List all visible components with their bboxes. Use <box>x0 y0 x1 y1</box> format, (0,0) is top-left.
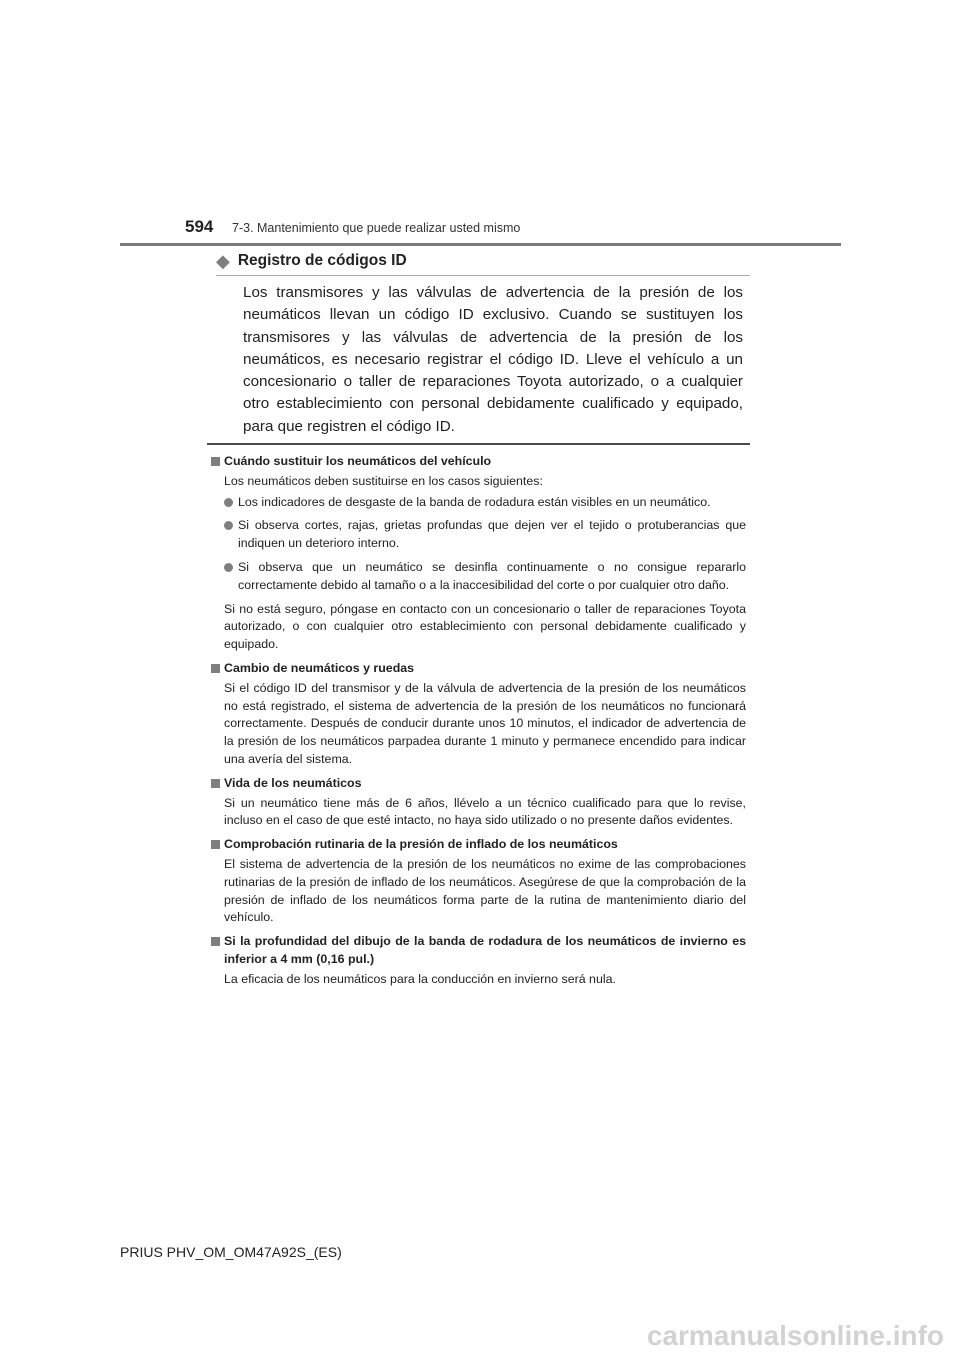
square-bullet-icon <box>211 664 220 673</box>
list-item-text: Si observa que un neumático se desinfla continuamente o no consigue repararlo correctamente debido al tamaño o a la inaccesibilidad del corte o por cualquier otro daño. <box>238 559 746 592</box>
list-item-text: Si observa cortes, rajas, grietas profundas que dejen ver el tejido o protuberancias que indiquen un deterioro interno. <box>238 518 746 551</box>
section-title-text: Registro de códigos ID <box>237 252 407 269</box>
list-item <box>224 494 746 512</box>
note-heading <box>211 836 746 854</box>
footer-document-code: PRIUS PHV_OM_OM47A92S_(ES) <box>120 1244 342 1260</box>
circle-bullet-icon <box>224 521 233 530</box>
note-heading <box>211 933 746 969</box>
square-bullet-icon <box>211 779 220 788</box>
note-tire-life <box>211 775 746 830</box>
section-title-rule <box>216 275 750 276</box>
note-text: La eficacia de los neumáticos para la conducción en invierno será nula. <box>224 971 616 986</box>
note-heading-text: Cambio de neumáticos y ruedas <box>224 660 415 675</box>
notes-divider <box>207 443 750 445</box>
note-heading-text: Si la profundidad del dibujo de la banda de rodadura de los neumáticos de invierno es inferior a 4 mm (0,16 pul.) <box>224 934 746 966</box>
note-text: Si el código ID del transmisor y de la válvula de advertencia de la presión de los neumáticos no está registrado, el sistema de advertencia de la presión de los neumáticos no funcionará correctamente. Después de conducir durante unos 10 minutos, el indicador de advertencia de la presión de los neumáticos parpadea durante 1 minuto y permanece encendido para indicar una avería del sistema. <box>224 680 746 766</box>
list-item <box>224 559 746 595</box>
note-text: Si un neumático tiene más de 6 años, llévelo a un técnico cualificado para que lo revise, incluso en el caso de que esté intacto, no haya sido utilizado o no presente daños evidentes. <box>224 795 746 828</box>
note-text: El sistema de advertencia de la presión de los neumáticos no exime de las comprobaciones rutinarias de la presión de inflado de los neumáticos. Asegúrese de que la comprobación de la presión de inflado de los neumáticos forma parte de la rutina de mantenimiento diario del vehículo. <box>224 856 746 925</box>
notes <box>211 453 746 995</box>
note-intro: Los neumáticos deben sustituirse en los casos siguientes: <box>224 473 543 488</box>
note-heading-text: Cuándo sustituir los neumáticos del vehículo <box>224 454 492 468</box>
note-winter-tread <box>211 933 746 988</box>
watermark: carmanualsonline.info <box>646 1320 944 1351</box>
square-bullet-icon <box>211 457 220 466</box>
note-heading <box>211 775 746 793</box>
note-pressure-check <box>211 836 746 927</box>
list-item-text: Los indicadores de desgaste de la banda de rodadura están visibles en un neumático. <box>238 494 711 509</box>
section-title <box>216 252 407 270</box>
square-bullet-icon <box>211 840 220 849</box>
note-tire-wheel-change <box>211 660 746 769</box>
header-rule <box>120 243 841 246</box>
note-heading <box>211 660 746 678</box>
running-head: 7-3. Mantenimiento que puede realizar usted mismo <box>232 221 521 235</box>
note-outro: Si no está seguro, póngase en contacto con un concesionario o taller de reparaciones Toyota autorizado, o con cualquier otro establecimiento con personal debidamente cualificado y equipado. <box>224 601 746 652</box>
list-item <box>224 517 746 553</box>
circle-bullet-icon <box>224 563 233 572</box>
section-body: Los transmisores y las válvulas de advertencia de la presión de los neumáticos llevan un código ID exclusivo. Cuando se sustituyen los transmisores y las válvulas de advertencia de la presión de los neumáticos, es necesario registrar el código ID. Lleve el vehículo a un concesionario o taller de reparaciones Toyota autorizado, o a cualquier otro establecimiento con personal debidamente cualificado y equipado, para que registren el código ID. <box>243 284 743 435</box>
note-bullet-list <box>224 494 746 595</box>
note-heading-text: Vida de los neumáticos <box>224 775 362 790</box>
circle-bullet-icon <box>224 498 233 507</box>
square-bullet-icon <box>211 937 220 946</box>
note-when-replace <box>211 453 746 654</box>
note-heading <box>211 453 746 471</box>
diamond-icon: ◆ <box>216 251 230 271</box>
note-heading-text: Comprobación rutinaria de la presión de inflado de los neumáticos <box>224 837 618 852</box>
page-number: 594 <box>185 217 214 236</box>
